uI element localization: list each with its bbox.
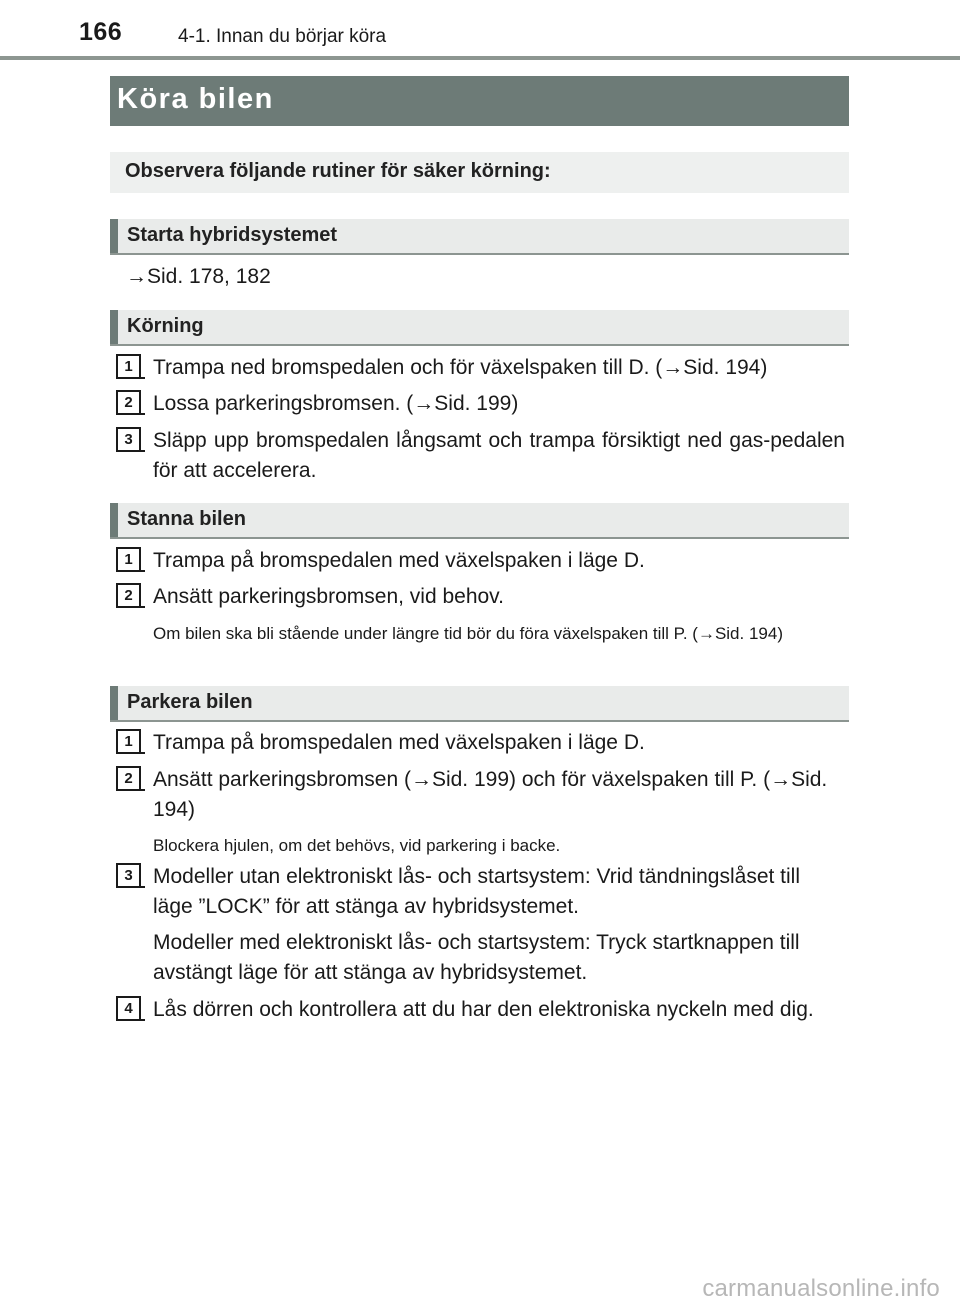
section-heading-parking <box>110 686 849 722</box>
step-text: Trampa på bromspedalen med växelspaken i läge D. <box>153 549 645 572</box>
section-heading-start <box>110 219 849 255</box>
step-text: Ansätt parkeringsbromsen, vid behov. <box>153 585 504 608</box>
step-text: Släpp upp bromspedalen långsamt och trampa försiktigt ned gas-pedalen för att accelerera. <box>153 429 845 482</box>
step-number-badge: 2 <box>116 766 141 791</box>
watermark-text: carmanualsonline.info <box>702 1275 940 1302</box>
step-text: Lås dörren och kontrollera att du har den elektroniska nyckeln med dig. <box>153 998 814 1021</box>
page-title-banner <box>110 76 849 126</box>
section-heading-label: Stanna bilen <box>127 508 246 530</box>
section-heading-label: Parkera bilen <box>127 691 253 713</box>
step-text-continued: Modeller med elektroniskt lås- och startsystem: Tryck startknappen till avstängt läge för att stänga av hybridsystemet. <box>153 931 800 984</box>
step-text: Lossa parkeringsbromsen. (→Sid. 199) <box>153 392 519 415</box>
page-header <box>0 0 960 60</box>
section-heading-label: Körning <box>127 315 204 337</box>
step-number-badge: 3 <box>116 427 141 452</box>
page-number: 166 <box>79 18 123 46</box>
step-number-badge: 1 <box>116 729 141 754</box>
page-title: Köra bilen <box>117 83 274 115</box>
note-text: Om bilen ska bli stående under längre tid bör du föra växelspaken till P. (→Sid. 194) <box>153 624 783 643</box>
header-divider <box>0 56 960 60</box>
step-text: Ansätt parkeringsbromsen (→Sid. 199) och för växelspaken till P. (→Sid. 194) <box>153 768 828 821</box>
intro-text: Observera följande rutiner för säker körning: <box>125 160 551 182</box>
note-text: Blockera hjulen, om det behövs, vid parkering i backe. <box>153 836 561 855</box>
step-number-badge: 4 <box>116 996 141 1021</box>
step-number-badge: 3 <box>116 863 141 888</box>
step-text: Trampa på bromspedalen med växelspaken i läge D. <box>153 731 645 754</box>
page-reference: →Sid. 178, 182 <box>126 265 271 288</box>
step-text: Trampa ned bromspedalen och för växelspaken till D. (→Sid. 194) <box>153 356 768 379</box>
step-number-badge: 2 <box>116 583 141 608</box>
section-heading-stopping <box>110 503 849 539</box>
intro-box <box>110 152 849 193</box>
step-number-badge: 1 <box>116 547 141 572</box>
step-number-badge: 1 <box>116 354 141 379</box>
section-heading-label: Starta hybridsystemet <box>127 224 338 246</box>
section-heading-driving <box>110 310 849 346</box>
chapter-title: 4-1. Innan du börjar köra <box>178 26 387 47</box>
step-text: Modeller utan elektroniskt lås- och startsystem: Vrid tändningslåset till läge ”LOCK” för att stänga av hybridsystemet. <box>153 865 801 918</box>
step-number-badge: 2 <box>116 390 141 415</box>
